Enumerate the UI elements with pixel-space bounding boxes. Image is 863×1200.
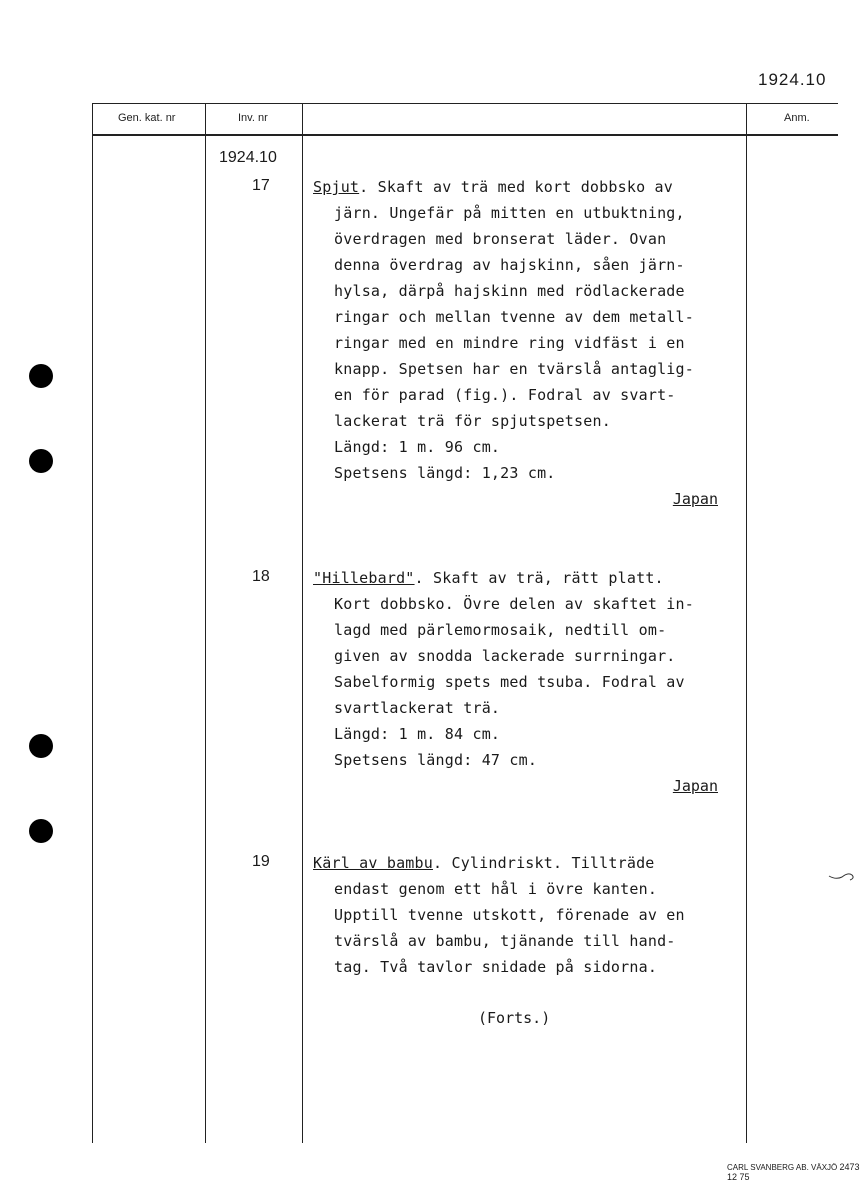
entry-line: järn. Ungefär på mitten en utbuktning, [334,204,685,222]
entry-line: given av snodda lackerade surrningar. [334,647,676,665]
entry-line: Sabelformig spets med tsuba. Fodral av [334,673,685,691]
column-rule-text [302,103,303,1143]
entry-line: lagd med pärlemormosaik, nedtill om- [334,621,667,639]
printer-footer: CARL SVANBERG AB. VÄXJÖ 2473 12 75 [727,1162,860,1182]
entry-title: "Hillebard" [313,569,415,587]
entry-first-line: "Hillebard". Skaft av trä, rätt platt. [313,569,664,587]
entry-line: denna överdrag av hajskinn, såen järn- [334,256,685,274]
entry-line: överdragen med bronserat läder. Ovan [334,230,667,248]
entry-line: tag. Två tavlor snidade på sidorna. [334,958,658,976]
margin-squiggle [828,868,858,884]
column-rule-inv [205,103,206,1143]
entry-first-line: Kärl av bambu. Cylindriskt. Tillträde [313,854,655,872]
entry-line: tvärslå av bambu, tjänande till hand- [334,932,676,950]
entry-title: Spjut [313,178,360,196]
entry-line: Upptill tvenne utskott, förenade av en [334,906,685,924]
continued-note: (Forts.) [478,1009,551,1027]
entry-title: Kärl av bambu [313,854,433,872]
header-bottom-rule [92,134,838,136]
date-label: 1924.10 [219,149,277,166]
column-rule-anm [746,103,747,1143]
header-anm: Anm. [784,112,810,124]
entry-line: knapp. Spetsen har en tvärslå antaglig- [334,360,694,378]
page-number: 1924.10 [758,70,827,89]
entry-line: endast genom ett hål i övre kanten. [334,880,658,898]
header-inv-nr: Inv. nr [238,112,268,124]
entry-line: Längd: 1 m. 96 cm. [334,438,501,456]
entry-line: en för parad (fig.). Fodral av svart- [334,386,676,404]
inv-number: 19 [252,853,270,870]
region-label: Japan [672,777,718,795]
header-gen-kat-nr: Gen. kat. nr [118,112,176,124]
entry-line: Spetsens längd: 47 cm. [334,751,538,769]
column-rule-gen-kat [92,103,93,1143]
entry-line: Kort dobbsko. Övre delen av skaftet in- [334,595,694,613]
entry-line: lackerat trä för spjutspetsen. [334,412,611,430]
inv-number: 17 [252,177,270,194]
binder-hole [29,364,53,388]
header-top-rule [92,103,838,104]
entry-line: Längd: 1 m. 84 cm. [334,725,501,743]
binder-hole [29,819,53,843]
entry-line: ringar med en mindre ring vidfäst i en [334,334,685,352]
inv-number: 18 [252,568,270,585]
entry-line: svartlackerat trä. [334,699,501,717]
entry-line: Spetsens längd: 1,23 cm. [334,464,556,482]
binder-hole [29,734,53,758]
entry-line: ringar och mellan tvenne av dem metall- [334,308,694,326]
entry-line: hylsa, därpå hajskinn med rödlackerade [334,282,685,300]
region-label: Japan [672,490,718,508]
binder-hole [29,449,53,473]
entry-first-line: Spjut. Skaft av trä med kort dobbsko av [313,178,674,196]
